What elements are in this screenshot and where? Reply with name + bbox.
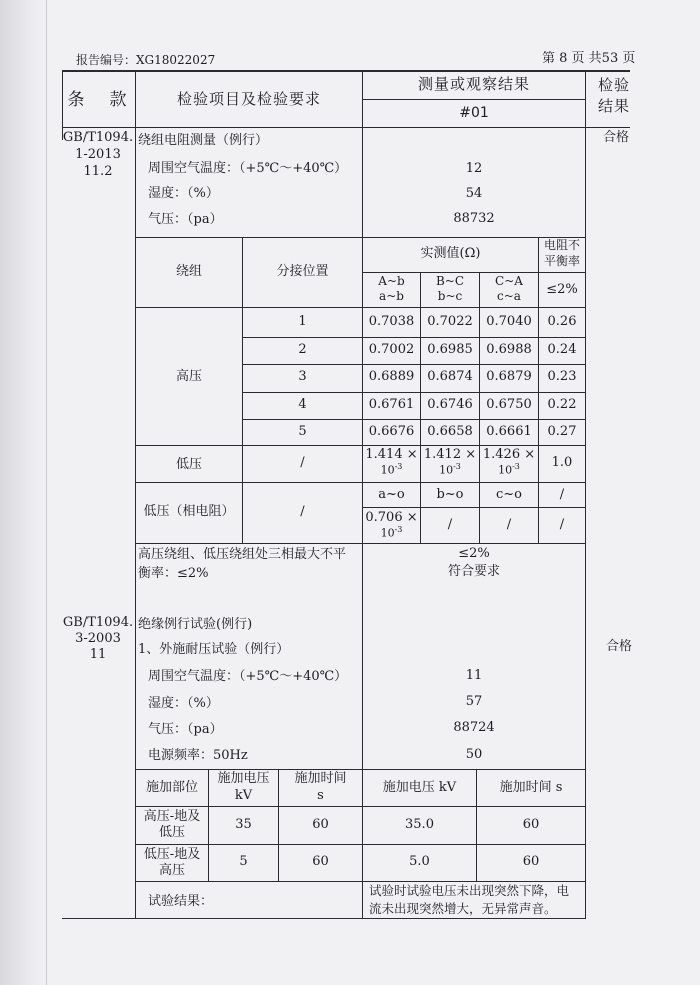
s1-clause-l2: 1-2013 — [75, 147, 121, 162]
rt-ab: 0.6889 — [368, 369, 415, 384]
rt-lv-ca: 1.426 × — [482, 447, 536, 462]
header-bottom-border — [62, 127, 630, 128]
rt-col-unbalance-l1: 电阻不 — [543, 238, 580, 252]
rt-ub: 0.23 — [547, 369, 577, 384]
wt-h-part: 施加部位 — [145, 780, 198, 795]
s1-verdict: 合格 — [603, 130, 630, 145]
wt-rtime: 60 — [522, 817, 540, 832]
wt-part-l1: 高压-地及 — [143, 809, 201, 824]
table-top-border — [62, 70, 630, 72]
s2-humidity-value: 57 — [465, 694, 483, 709]
verdict-header-l1: 检验 — [597, 76, 630, 94]
rt-bc: 0.6746 — [427, 397, 473, 412]
s1-temp-value: 12 — [465, 161, 483, 176]
rt-h4 — [242, 419, 585, 420]
rt-bc: 0.6658 — [427, 424, 473, 439]
rt-lvp-h3: c~o — [496, 487, 522, 502]
rt-h0 — [135, 307, 585, 308]
rt-lvp-v3: / — [506, 517, 512, 532]
rt-ca: 0.6661 — [486, 424, 532, 439]
rt-lvp-v2: / — [447, 517, 453, 532]
rt-lvp-exp-pow: -3 — [394, 525, 403, 534]
wt-part-l2: 高压 — [158, 863, 185, 878]
rt-hv-label: 高压 — [175, 369, 202, 384]
binding-shadow — [0, 0, 46, 985]
rt-bottom — [135, 543, 585, 544]
rt-ab: 0.7038 — [368, 314, 415, 329]
s1-req-result-l2: 符合要求 — [447, 564, 500, 579]
rt-sub-ab-l1: A~b — [378, 274, 405, 288]
rt-lvp-h1: a~o — [378, 487, 405, 502]
s2-temp-label: 周围空气温度：（+5℃～+40℃） — [148, 669, 348, 684]
wt-h3 — [135, 881, 585, 882]
rt-ab: 0.6676 — [368, 424, 415, 439]
report-number: 报告编号：XG18022027 — [76, 53, 216, 67]
s2-frequency-value: 50 — [465, 747, 483, 762]
rt-lv-bc-exp — [421, 462, 479, 477]
rt-sub-ab-l2: a~b — [379, 289, 404, 303]
rt-col-tap: 分接位置 — [276, 264, 329, 279]
rt-v1 — [242, 237, 243, 543]
s2-clause-l1: GB/T1094. — [62, 615, 134, 630]
rt-sub-limit: ≤2% — [546, 282, 578, 297]
rt-bc: 0.6874 — [427, 369, 473, 384]
rt-tap: 4 — [298, 397, 307, 412]
rt-lvp-label: 低压（相电阻） — [143, 504, 235, 519]
rt-sub-bc-l1: B~C — [435, 274, 465, 288]
verdict-divider — [585, 70, 586, 919]
wt-rtime: 60 — [522, 854, 540, 869]
rt-h2 — [242, 364, 585, 365]
rt-sub-ca-l1: C~A — [495, 274, 523, 288]
wt-rvolt: 5.0 — [409, 854, 430, 869]
s1-requirement-l1: 高压绕组、低压绕组处三相最大不平 — [138, 547, 347, 562]
rt-h6 — [135, 482, 585, 483]
wt-part-l1: 低压-地及 — [143, 847, 201, 862]
s2-result-label: 试验结果： — [148, 894, 214, 909]
rt-lvp-h2: b~o — [436, 487, 464, 502]
wt-part-l2: 低压 — [158, 825, 185, 840]
wt-volt: 35 — [235, 817, 252, 832]
s1-req-result-l1: ≤2% — [458, 546, 490, 561]
s2-pressure-label: 气压：（pa） — [148, 722, 223, 737]
header-result-split — [363, 99, 585, 100]
wt-h-time-l1: 施加时间 — [294, 771, 347, 786]
s2-clause-l3: 11 — [89, 647, 107, 662]
page-edge — [46, 0, 47, 985]
table-bottom-border — [62, 918, 586, 919]
wt-top — [135, 769, 585, 770]
s1-temp-label: 周围空气温度：（+5℃～+40℃） — [148, 161, 348, 176]
s2-verdict: 合格 — [606, 639, 633, 654]
rt-lv-ca-exp — [480, 462, 538, 477]
rt-sub-bc-l2: b~c — [437, 289, 463, 303]
rt-lv-exp-base: 10 — [380, 463, 395, 477]
rt-lv-exp-pow: -3 — [453, 462, 461, 471]
s1-humidity-value: 54 — [465, 186, 483, 201]
rt-tap: 5 — [298, 424, 307, 439]
rt-lvp-h4: / — [559, 487, 565, 502]
rt-h5 — [135, 445, 585, 446]
wt-h-time-l2: s — [317, 788, 324, 803]
rt-sub-ca-l2: c~a — [497, 289, 521, 303]
rt-ca: 0.6879 — [486, 369, 532, 384]
wt-time: 60 — [312, 817, 329, 832]
s2-title: 绝缘例行试验(例行) — [138, 617, 253, 632]
s2-clause-l2: 3-2003 — [75, 631, 121, 646]
page-number: 第 8 页 共53 页 — [542, 51, 636, 66]
rt-bc: 0.6985 — [427, 342, 473, 357]
rt-lv-ab-exp — [363, 462, 420, 477]
rt-ub: 0.26 — [547, 314, 577, 329]
rt-ub: 0.22 — [547, 397, 577, 412]
wt-h-volt-l2: kV — [234, 788, 253, 803]
s1-pressure-value: 88732 — [453, 211, 495, 226]
s1-clause-l3: 11.2 — [83, 164, 113, 179]
s2-result-text-l2: 流未出现突然增大，无异常声音。 — [369, 901, 557, 916]
rt-lvp-v4: / — [559, 517, 565, 532]
s2-result-text-l1: 试验时试验电压未出现突然下降，电 — [369, 883, 570, 898]
rt-ca: 0.6988 — [486, 342, 532, 357]
rt-h3 — [242, 392, 585, 393]
rt-lv-exp-base: 10 — [439, 463, 454, 477]
verdict-header-l2: 结果 — [597, 97, 630, 115]
item-header: 检验项目及检验要求 — [176, 90, 321, 108]
rt-top — [135, 237, 585, 238]
s2-pressure-value: 88724 — [453, 720, 495, 735]
rt-lv-exp-pow: -3 — [394, 462, 403, 471]
rt-ab: 0.6761 — [368, 397, 415, 412]
wt-h2 — [135, 844, 585, 845]
s2-frequency-label: 电源频率：50Hz — [148, 748, 248, 763]
rt-ca: 0.6750 — [486, 397, 532, 412]
s2-subtitle: 1、外施耐压试验（例行） — [138, 642, 290, 657]
rt-lv-exp-base: 10 — [498, 463, 513, 477]
rt-tap: 3 — [298, 369, 307, 384]
wt-time: 60 — [312, 854, 329, 869]
wt-h-rvolt: 施加电压 kV — [382, 780, 457, 795]
rt-col-winding: 绕组 — [175, 264, 202, 279]
s1-pressure-label: 气压：（pa） — [148, 212, 223, 227]
rt-sub-h2 — [538, 272, 585, 273]
rt-lvp-tap: / — [300, 504, 305, 519]
rt-tap: 2 — [298, 342, 307, 357]
rt-lv-bc: 1.412 × — [423, 447, 477, 462]
rt-h7 — [363, 507, 585, 508]
rt-lvp-v1: 0.706 × — [365, 510, 418, 525]
rt-col-measured: 实测值(Ω) — [420, 246, 481, 261]
rt-lv-label: 低压 — [175, 457, 202, 472]
rt-col-unbalance-l2: 平衡率 — [543, 254, 580, 268]
wt-rvolt: 35.0 — [405, 817, 434, 832]
rt-bc: 0.7022 — [427, 314, 473, 329]
rt-lv-ub: 1.0 — [551, 455, 573, 470]
rt-lv-tap: / — [300, 455, 305, 470]
rt-lv-exp-pow: -3 — [512, 462, 520, 471]
rt-lvp-v1-exp — [363, 525, 420, 540]
rt-ca: 0.7040 — [486, 314, 532, 329]
rt-tap: 1 — [298, 314, 307, 329]
s1-title: 绕组电阻测量（例行） — [138, 133, 269, 148]
rt-lv-ab: 1.414 × — [365, 447, 418, 462]
s1-humidity-label: 湿度：（%） — [148, 186, 219, 201]
s1-clause-l1: GB/T1094. — [62, 130, 134, 145]
wt-h-volt-l1: 施加电压 — [217, 771, 270, 786]
sample-id: #01 — [459, 105, 489, 121]
clause-header: 条 款 — [67, 90, 131, 110]
wt-h-rtime: 施加时间 s — [499, 780, 563, 795]
result-header: 测量或观察结果 — [417, 75, 530, 93]
s1-requirement-l2: 衡率：≤2% — [138, 566, 209, 581]
s2-temp-value: 11 — [465, 668, 483, 683]
wt-h1 — [135, 806, 585, 807]
rt-ub: 0.24 — [547, 342, 577, 357]
rt-lvp-exp-base: 10 — [380, 526, 395, 540]
rt-sub-h — [363, 272, 538, 273]
rt-ub: 0.27 — [547, 424, 577, 439]
s2-humidity-label: 湿度：（%） — [148, 696, 219, 711]
rt-h1 — [242, 337, 585, 338]
rt-ab: 0.7002 — [368, 342, 415, 357]
wt-volt: 5 — [239, 854, 248, 869]
